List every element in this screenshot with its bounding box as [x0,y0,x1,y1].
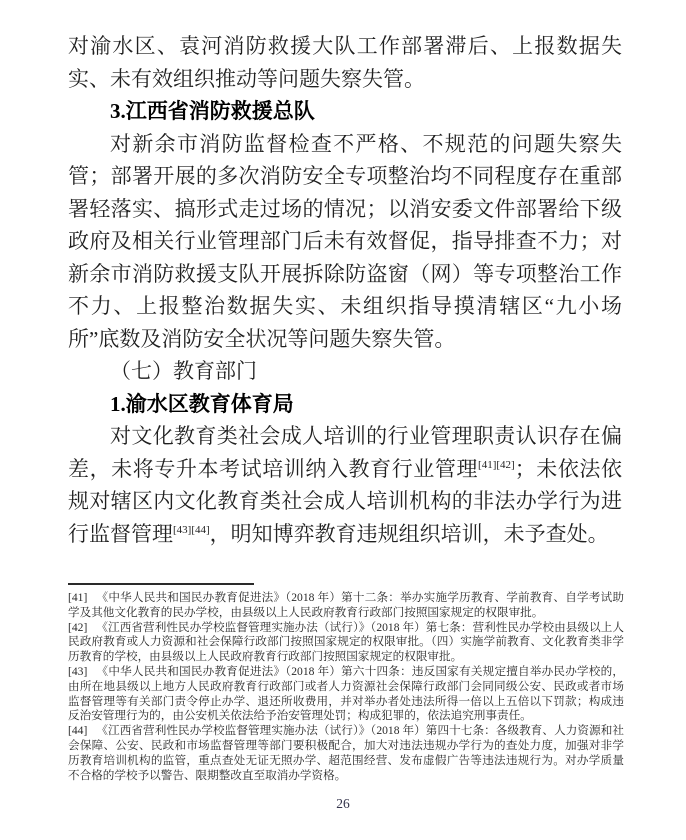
footnotes-section [0,591,686,783]
footnote-text: 《江西省营利性民办学校监督管理实施办法（试行）》（2018 年）第四十七条：各级教育、人力资源和社会保障、公安、民政和市场监督管理等部门要积极配合，加大对违法违规办学行为的查处力度，加强对非学历教育培训机构的监管，重点查处无证无照办学、超范围经营、发布虚假广告等违法违规行为。对办学质量不合格的学校予以警告、限期整改直至取消办学资格。 [68,724,624,782]
footnote-41 [68,591,624,621]
paragraph-fire-rescue-corps: 对新余市消防监督检查不严格、不规范的问题失察失管；部署开展的多次消防安全专项整治均不同程度存在重部署轻落实、搞形式走过场的情况；以消安委文件部署给下级政府及相关行业管理部门后未有效督促，指导排查不力；对新余市消防救援支队开展拆除防盗窗（网）等专项整治工作不力、上报整治数据失实、未组织指导摸清辖区“九小场所”底数及消防安全状况等问题失察失管。 [68,131,622,351]
footnote-reference: [43][44] [173,523,210,536]
footnote-43 [68,665,624,724]
footnote-reference: [41][42] [478,458,515,471]
paragraph-education-bureau [68,420,622,550]
footnote-marker: [41] [68,591,88,604]
footnote-42 [68,621,624,665]
paragraph-text: ；未依法依规对辖区内文化教育类社会成人培训机构的非法办学行为进行监督管理 [68,456,623,546]
heading-education-section: （七）教育部门 [110,359,257,383]
heading-fire-rescue-corps: 3.江西省消防救援总队 [110,99,315,123]
footnote-text: 《中华人民共和国民办教育促进法》（2018 年）第六十四条：违反国家有关规定擅自举办民办学校的，由所在地县级以上地方人民政府教育行政部门或者人力资源社会保障行政部门会同同级公安、民政或者市场监督管理等有关部门责令停止办学、退还所收费用，并对举办者处违法所得一倍以上五倍以下罚款；构成违反治安管理行为的，由公安机关依法给予治安管理处罚；构成犯罪的，依法追究刑事责任。 [68,664,624,723]
footnote-marker: [42] [68,620,88,634]
footnote-44 [68,724,624,783]
page-number: 26 [336,796,350,811]
footnote-text: 《中华人民共和国民办教育促进法》（2018 年）第十二条：举办实施学历教育、学前教育、自学考试助学及其他文化教育的民办学校，由县级以上人民政府教育行政部门按照国家规定的权限审批。 [68,591,624,619]
footnote-marker: [43] [68,664,88,678]
footnote-separator-line [68,583,254,585]
paragraph-continuation: 对渝水区、袁河消防救援大队工作部署滞后、上报数据失实、未有效组织推动等问题失察失管。 [68,34,622,91]
paragraph-text: ，明知博弈教育违规组织培训，未予查处。 [209,521,609,546]
footnote-text: 《江西省营利性民办学校监督管理实施办法（试行）》（2018 年）第七条：营利性民办学校由县级以上人民政府教育或人力资源和社会保障行政部门按照国家规定的权限审批。（四）实施学前教育、文化教育类非学历教育的学校，由县级以上人民政府教育行政部门按照国家规定的权限审批。 [68,620,624,664]
heading-education-bureau: 1.渝水区教育体育局 [110,391,294,416]
paragraph-text: 对文化教育类社会成人培训的行业管理职责认识存在偏差，未将专升本考试培训纳入教育行业管理 [68,424,622,481]
footnote-marker: [44] [68,724,88,738]
